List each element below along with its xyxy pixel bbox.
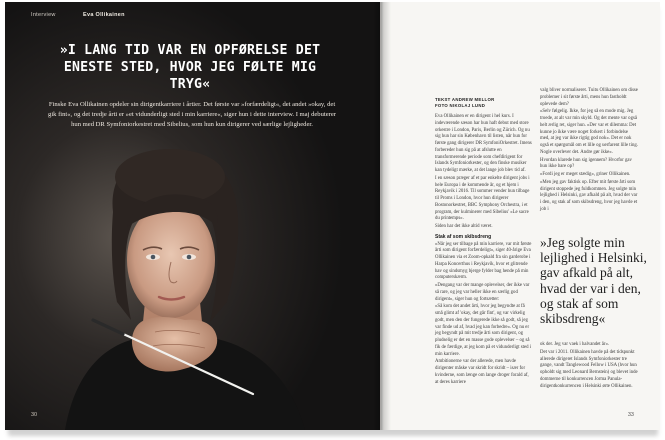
body-paragraph: valg bliver normaliseret. Tuitu Ollikainen om disse problemer i sit første årti, mens hun fastholdt oplevede dem? — [540, 88, 638, 107]
body-paragraph: Hvordan klarede hun sig igennem? Hvorfor gav hun ikke bare op? — [540, 157, 632, 170]
credit-photo: FOTO NIKOLAJ LUND — [435, 103, 486, 108]
body-paragraph: Det var i 2011. Ollikainen havde på det tidspunkt allerede dirigeret Islands Symfoniorkester tre gange, vandt Tanglewood Fellow i USA (hvor hun opholdt sig med Leonard Bernstein) og blevet inde dommerne til konkurrencen Jorma Panula-dirigentkonkurrencen i Helsinki ørte Ollikainen. — [540, 349, 638, 389]
body-paragraph: »Dengang var der mange oplevelser, der ikke var så rare, og jeg var heller ikke en særlig god dirigent«, siger hun og fortsætter: — [435, 283, 530, 302]
body-column-2 — [540, 88, 638, 215]
running-author: Eva Ollikainen — [83, 12, 125, 18]
body-paragraph: »Når jeg ser tilbage på min karriere, var mit første årti som dirigent forfærdeligt«, siger 40-årige Eva Ollikainen via et Zoom-opkald fra sin garderobe i Harpa Koncerthus i Reykjavík, hvor et glitrende hav og sindsmyg bjerge fylder bag hende på min computerskærm. — [435, 241, 532, 281]
left-page — [5, 2, 380, 430]
body-paragraph: »Så kom det andet årti, hvor jeg begyndte at få små glimt af 'okay, det går fint', og var virkelig godt, men den der fungerede ikke så godt, så jeg var finde ud af, hvad jeg kan forbedre«. Og nu er jeg begyndt på mit tredje årti som dirigent, og pludselig er det en masse gode oplevelser – og så fik de færdige, at jeg kom på et vidunderligt sted i min karriere. — [435, 304, 532, 357]
body-paragraph: »Men jeg gav faktisk op. Efter mit første årti som dirigent stoppede jeg fuldkommen. Jeg solgte min lejlighed i Helsinki, gav afkald på alt, hvad der var i den, og stak af som skibsdreng, hvor jeg havde et job i — [540, 179, 638, 212]
article-headline: »I LANG TID VAR EN OPFØRELSE DET ENESTE STED, HVOR JEG FØLTE MIG TRYG« — [59, 43, 321, 92]
article-standfirst: Finske Eva Ollikainen opdeler sin dirigentkarriere i årtier. Det første var »forfærdeligt«, det andet »okay, det gik fint«, og det tredje årti er »et vidunderligt sted i min karriere«, siger hun i dette interview. I maj debuterer hun med DR Symfoniorkestret med Sibelius, som hun kun dirigerer ved særlige lejligheder. — [48, 101, 336, 128]
body-column-1 — [435, 114, 533, 387]
spine-gutter — [373, 2, 391, 430]
pull-quote: »Jeg solgte min lejlighed i Helsinki, gav afkald på alt, hvad der var i den, og stak af som skibsdreng« — [540, 235, 647, 327]
left-page-number: 30 — [31, 412, 38, 418]
right-page — [380, 2, 660, 430]
body-paragraph: Eva Ollikainen er en dirigent i hel kurs. I indeværende sæson har hun haft debut med store orkestre i London, Paris, Berlin og Zürich. Og nu sig hun har sin København til listen, når hun for første gang dirigerer DR SymfoniOrkestret. Imens forbereder hun sig på at afslutte en transformerende periode som chefdirigent for Islands Symfoniorkester, og den finske musiker kan tydeligt mærke, at det lange job blev tid af. — [435, 114, 532, 173]
body-paragraph: I en sæson præger af et par enkelte dirigent jobs i hele Europa i de kommende år, og et hjem i Reykjavik i 2016. Til sommer vender hun tilbage til Proms i London, hvor hun dirigerer Bostonorkestret, BBC Symphony Orchestra, i et program, der kulminerer med Sibelius' »Le sacre du printemps«. — [435, 175, 530, 222]
body-paragraph: »Selv følgelig. Ikke, for jeg så en mode mig. Jeg troede, at alt var min skyld. Og det mente var også helt ærlig ret, siger hun. »Der var et dilemma: Det kunne jo ikke være noget forkert i forbindelse med, at jeg var ikke rigtig god nok«. Det er nok også et spørgsmål om et lille og uerfarent lille ting. Nogle overlever det. Andre gør ikke«. — [540, 109, 638, 155]
body-paragraph: ok der. Jeg var vaek i halvandet år«. — [540, 342, 610, 347]
body-paragraph: »Fordi jeg er meget stædig«, griner Ollikainen. — [540, 172, 631, 177]
magazine-spread — [5, 2, 660, 430]
right-page-number: 33 — [627, 412, 634, 418]
section-subhead: Stak af som skibsdreng — [435, 233, 492, 240]
running-section: Interview — [31, 12, 56, 18]
body-paragraph: Ambitionerne var der allerede, men havde dirigenter måske var skridt for skridt – især for kvinderne, som længe om lange droger forald af, at deres karriere — [435, 359, 529, 385]
body-column-2-continued — [540, 342, 638, 391]
credit-text: TEKST ANDREW MELLOR — [435, 97, 495, 102]
body-paragraph: Siden har det ikke altid været. — [435, 224, 493, 229]
article-credits — [435, 97, 495, 109]
